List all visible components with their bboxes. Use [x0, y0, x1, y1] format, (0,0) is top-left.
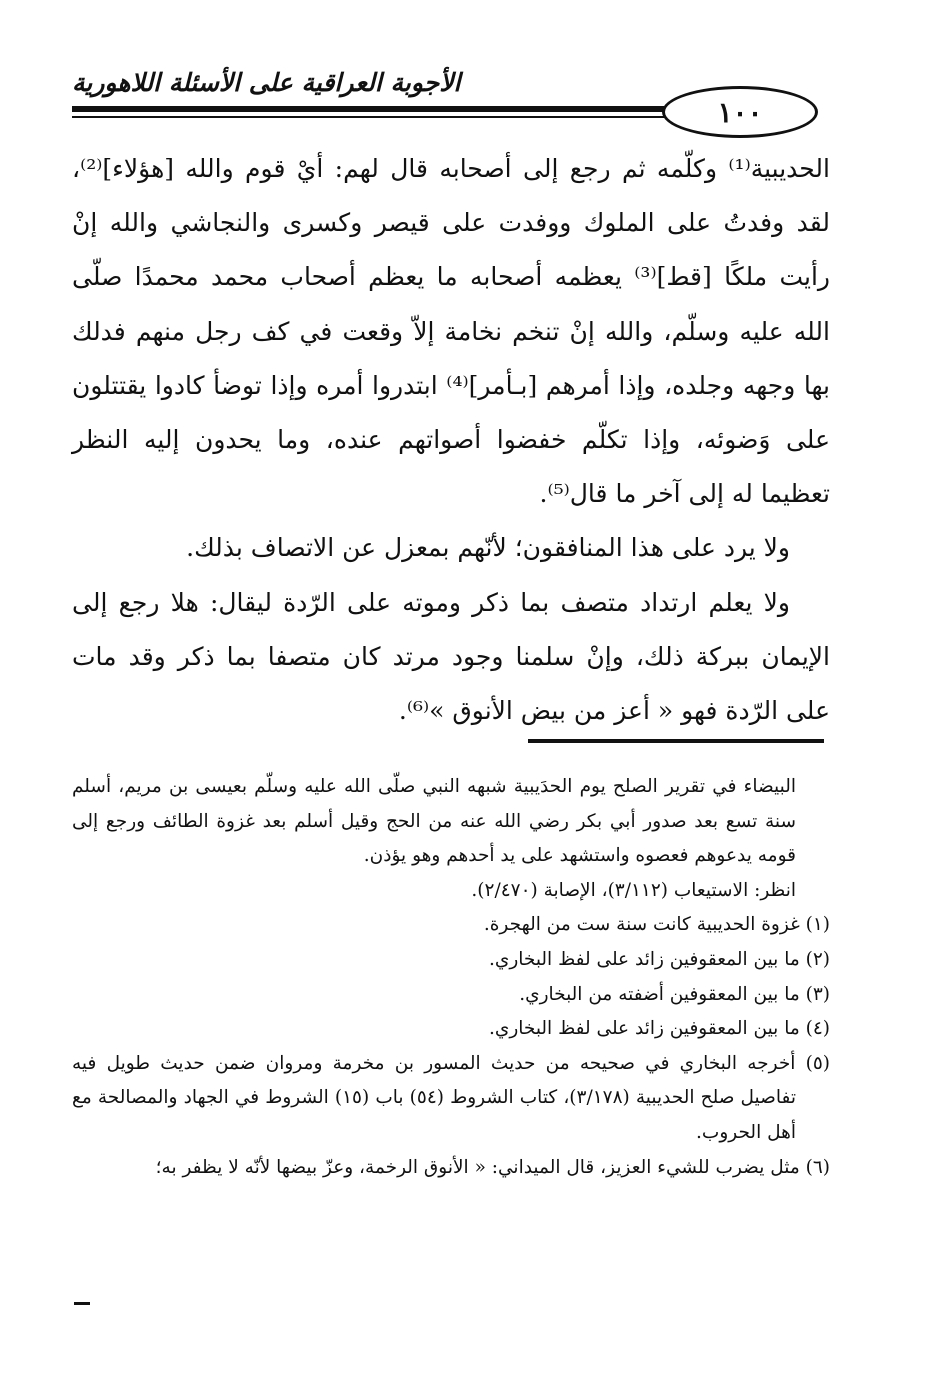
header-rule-thin: [72, 116, 672, 118]
page-number-badge: [662, 86, 818, 138]
body-paragraph-1: الحديبية⁽¹⁾ وكلّمه ثم رجع إلى أصحابه قال لهم: أيْ قوم والله [هؤلاء]⁽²⁾، لقد وفدتُ على الملوك ووفدت على قيصر وكسرى والنجاشي والله إنْ رأيت ملكًا [قط]⁽³⁾ يعظمه أصحابه ما يعظم أصحاب محمد محمدًا صلّى الله عليه وسلّم، والله إنْ تنخم نخامة إلاّ وقعت في كف رجل منهم فدلك بها وجهه وجلده، وإذا أمرهم [بـأمر]⁽⁴⁾ ابتدروا أمره وإذا توضأ كادوا يقتتلون على وَضوئه، وإذا تكلّم خفضوا أصواتهم عنده، وما يحدون إليه النظر تعظيما له إلى آخر ما قال⁽⁵⁾.: [72, 154, 830, 509]
footnote-5: (٥) أخرجه البخاري في صحيحه من حديث المسور بن مخرمة ومروان ضمن حديث طويل فيه تفاصيل صلح الحديبية (٣/١٧٨)، كتاب الشروط (٥٤) باب (١٥) الشروط في الجهاد والمصالحة مع أهل الحروب.: [72, 1052, 831, 1143]
body-paragraph-3: ولا يعلم ارتداد متصف بما ذكر وموته على الرّدة ليقال: هلا رجع إلى الإيمان ببركة ذلك، وإنْ سلمنا وجود مرتد كان متصفا بما ذكر وقد مات على الرّدة فهو « أعز من بيض الأنوق »⁽⁶⁾.: [72, 587, 830, 726]
body-paragraph-2: ولا يرد على هذا المنافقون؛ لأنّهم بمعزل عن الاتصاف بذلك.: [186, 533, 790, 563]
footnote-2: (٢) ما بين المعقوفين زائد على لفظ البخاري.: [488, 948, 830, 970]
main-text: [72, 142, 830, 738]
running-title: الأجوبة العراقية على الأسئلة اللاهورية: [72, 68, 461, 97]
continuation-mark: [74, 1302, 90, 1305]
footnotes: [72, 770, 830, 1185]
footnote-4: (٤) ما بين المعقوفين زائد على لفظ البخاري.: [488, 1018, 830, 1040]
footnote-references: انظر: الاستيعاب (٣/١١٢)، الإصابة (٢/٤٧٠).: [471, 879, 796, 901]
footnote-carryover: البيضاء في تقرير الصلح يوم الحدَيبية شبهه النبي صلّى الله عليه وسلّم بعيسى بن مريم، أسلم سنة تسع بعد صدور أبي بكر رضي الله عنه من الحج وقيل أسلم بعد غزوة الطائف ورجع إلى قومه يدعوهم فعصوه واستشهد على يد أحدهم وهو يؤذن.: [72, 776, 796, 867]
page-header: [72, 60, 830, 130]
footnote-3: (٣) ما بين المعقوفين أضفته من البخاري.: [519, 983, 830, 1005]
footnote-1: (١) غزوة الحديبية كانت سنة ست من الهجرة.: [483, 914, 830, 936]
header-rule-thick: [72, 106, 672, 112]
footnote-6: (٦) مثل يضرب للشيء العزيز، قال الميداني: « الأنوق الرخمة، وعزّ بيضها لأنّه لا يظفر به؛: [155, 1156, 830, 1178]
footnote-separator: [528, 739, 824, 743]
page-number: ١٠٠: [717, 95, 763, 129]
